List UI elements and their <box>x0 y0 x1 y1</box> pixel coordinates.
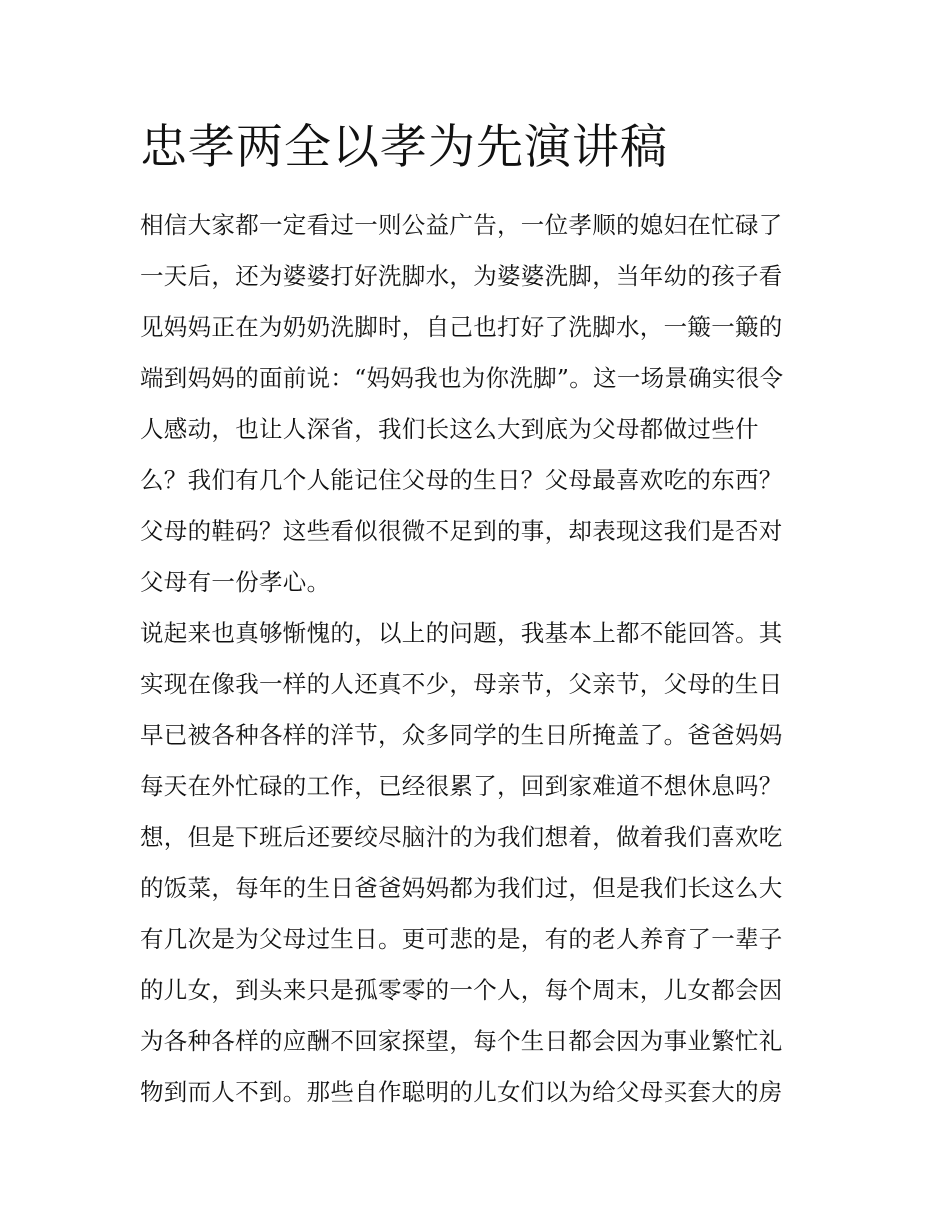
body-line: 的儿女，到头来只是孤零零的一个人，每个周末，儿女都会因 <box>140 976 783 1004</box>
body-line: 有几次是为父母过生日。更可悲的是，有的老人养育了一辈子 <box>140 925 783 953</box>
body-line: 见妈妈正在为奶奶洗脚时，自己也打好了洗脚水，一簸一簸的 <box>140 313 783 341</box>
body-line: 实现在像我一样的人还真不少，母亲节，父亲节，父母的生日 <box>140 670 783 698</box>
body-line: 想，但是下班后还要绞尽脑汁的为我们想着，做着我们喜欢吃 <box>140 823 783 851</box>
body-line: 为各种各样的应酬不回家探望，每个生日都会因为事业繁忙礼 <box>140 1027 783 1055</box>
body-line: 每天在外忙碌的工作，已经很累了，回到家难道不想休息吗？ <box>140 772 783 800</box>
body-line: 早已被各种各样的洋节，众多同学的生日所掩盖了。爸爸妈妈 <box>140 721 783 749</box>
document-body <box>140 200 820 1118</box>
body-line: 端到妈妈的面前说：“妈妈我也为你洗脚”。这一场景确实很令 <box>140 364 784 392</box>
body-line: 物到而人不到。那些自作聪明的儿女们以为给父母买套大的房 <box>140 1078 783 1106</box>
body-line: 一天后，还为婆婆打好洗脚水，为婆婆洗脚，当年幼的孩子看 <box>140 262 783 290</box>
body-line: 父母有一份孝心。 <box>140 568 331 596</box>
body-line: 父母的鞋码？这些看似很微不足到的事，却表现这我们是否对 <box>140 517 783 545</box>
body-line: 人感动，也让人深省，我们长这么大到底为父母都做过些什 <box>140 415 759 443</box>
body-line: 么？我们有几个人能记住父母的生日？父母最喜欢吃的东西？ <box>140 466 783 494</box>
body-line: 说起来也真够惭愧的，以上的问题，我基本上都不能回答。其 <box>140 619 783 647</box>
document-title: 忠孝两全以孝为先演讲稿 <box>140 120 668 175</box>
body-line: 相信大家都一定看过一则公益广告，一位孝顺的媳妇在忙碌了 <box>140 211 783 239</box>
body-line: 的饭菜，每年的生日爸爸妈妈都为我们过，但是我们长这么大 <box>140 874 783 902</box>
